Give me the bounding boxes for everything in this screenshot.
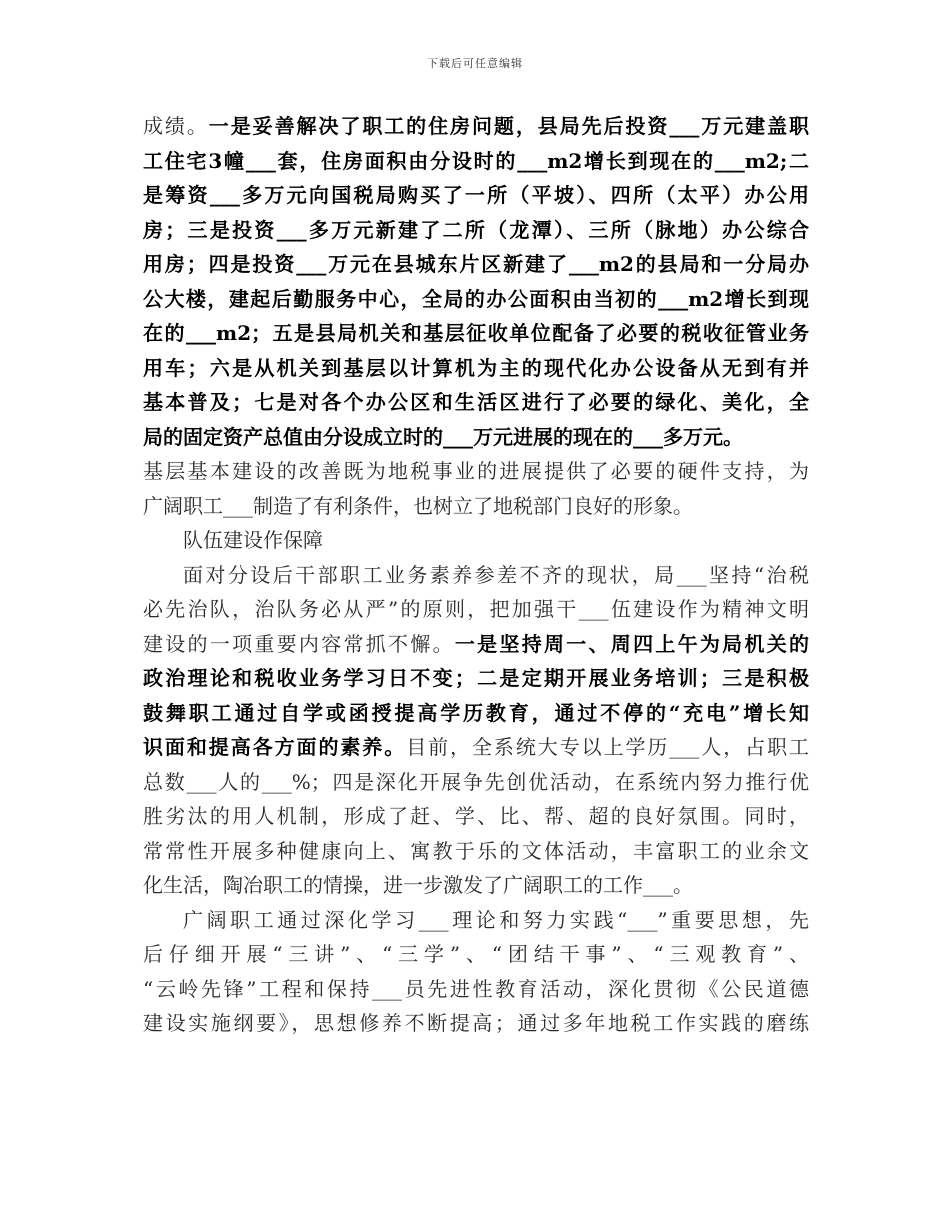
text-line bbox=[143, 730, 809, 765]
text-run: 后仔细开展“三讲”、“三学”、“团结干事”、“三观教育”、 bbox=[143, 942, 809, 966]
text-line bbox=[143, 1006, 809, 1041]
text-line bbox=[143, 385, 809, 420]
text-line bbox=[143, 834, 809, 869]
text-line bbox=[143, 799, 809, 834]
text-line bbox=[143, 592, 809, 627]
bold-text-run: 一是妥善解决了职工的住房问题，县局先后投资___万元建盖职 bbox=[208, 114, 809, 138]
text-line bbox=[143, 972, 809, 1007]
text-run: 化生活，陶冶职工的情操，进一步激发了广阔职工的工作___。 bbox=[143, 873, 693, 897]
bold-text-run: 局的固定资产总值由分设成立时的___万元进展的现在的___多万元。 bbox=[143, 424, 743, 449]
text-run: 目前，全系统大专以上学历___人，占职工 bbox=[406, 735, 809, 759]
text-line bbox=[143, 627, 809, 662]
text-line bbox=[143, 420, 809, 455]
bold-text-run: 鼓舞职工通过自学或函授提高学历教育，通过不停的“充电”增长知 bbox=[143, 700, 809, 725]
text-line bbox=[143, 178, 809, 213]
bold-text-run: 政治理论和税收业务学习日不变；二是定期开展业务培训；三是积极 bbox=[143, 666, 809, 690]
text-run: “云岭先锋”工程和保持___员先进性教育活动，深化贯彻《公民道德 bbox=[143, 976, 809, 1001]
text-run: 面对分设后干部职工业务素养参差不齐的现状，局___坚持“治税 bbox=[183, 562, 809, 587]
text-line bbox=[143, 247, 809, 282]
text-run: 广阔职工通过深化学习___理论和努力实践“___”重要思想，先 bbox=[183, 907, 809, 932]
bold-text-run: 用车；六是从机关到基层以计算机为主的现代化办公设备从无到有并 bbox=[143, 355, 809, 380]
text-line bbox=[143, 282, 809, 317]
bold-text-run: 公大楼，建起后勤服务中心，全局的办公面积由当初的___m2增长到现 bbox=[143, 286, 809, 311]
bold-text-run: 房；三是投资___多万元新建了二所（龙潭）、三所（脉地）办公综合 bbox=[143, 217, 809, 242]
bold-text-run: 工住宅3幢___套，住房面积由分设时的___m2增长到现在的___m2;二 bbox=[143, 148, 809, 173]
page-header: 下载后可任意编辑 bbox=[427, 57, 523, 70]
text-run: 基层基本建设的改善既为地税事业的进展提供了必要的硬件支持，为 bbox=[143, 459, 809, 483]
text-line bbox=[143, 937, 809, 972]
bold-text-run: 识面和提高各方面的素养。 bbox=[143, 735, 407, 759]
text-run: 建设的一项重要内容常抓不懈。 bbox=[143, 631, 455, 656]
text-run: 建设实施纲要》，思想修养不断提高；通过多年地税工作实践的磨练 bbox=[143, 1011, 809, 1035]
text-line bbox=[143, 558, 809, 593]
text-line bbox=[143, 661, 809, 696]
bold-text-run: 基本普及；七是对各个办公区和生活区进行了必要的绿化、美化，全 bbox=[143, 390, 809, 414]
bold-text-run: 是筹资___多万元向国税局购买了一所（平坡）、四所（太平）办公用 bbox=[143, 183, 809, 207]
bold-text-run: 一是坚持周一、周四上午为局机关的 bbox=[454, 631, 809, 656]
bold-text-run: 在的___m2；五是县局机关和基层征收单位配备了必要的税收征管业务 bbox=[143, 321, 809, 345]
section-heading bbox=[143, 523, 809, 558]
text-line bbox=[143, 489, 809, 524]
text-run: 成绩。 bbox=[143, 114, 209, 138]
text-line bbox=[143, 351, 809, 386]
text-run: 队伍建设作保障 bbox=[183, 528, 323, 552]
document-body bbox=[143, 109, 809, 1041]
text-line bbox=[143, 109, 809, 144]
text-line bbox=[143, 868, 809, 903]
text-line bbox=[143, 696, 809, 731]
text-run: 必先治队，治队务必从严”的原则，把加强干___伍建设作为精神文明 bbox=[143, 597, 809, 621]
text-run: 常常性开展多种健康向上、寓教于乐的文体活动，丰富职工的业余文 bbox=[143, 838, 809, 863]
bold-text-run: 用房；四是投资___万元在县城东片区新建了___m2的县局和一分局办 bbox=[143, 252, 809, 276]
text-run: 胜劣汰的用人机制，形成了赶、学、比、帮、超的良好氛围。同时， bbox=[143, 804, 809, 828]
text-line bbox=[143, 144, 809, 179]
text-line bbox=[143, 765, 809, 800]
text-run: 广阔职工___制造了有利条件，也树立了地税部门良好的形象。 bbox=[143, 493, 693, 518]
text-line bbox=[143, 213, 809, 248]
text-run: 总数___人的___%；四是深化开展争先创优活动，在系统内努力推行优 bbox=[143, 769, 809, 794]
text-line bbox=[143, 454, 809, 489]
text-line bbox=[143, 903, 809, 938]
text-line bbox=[143, 316, 809, 351]
